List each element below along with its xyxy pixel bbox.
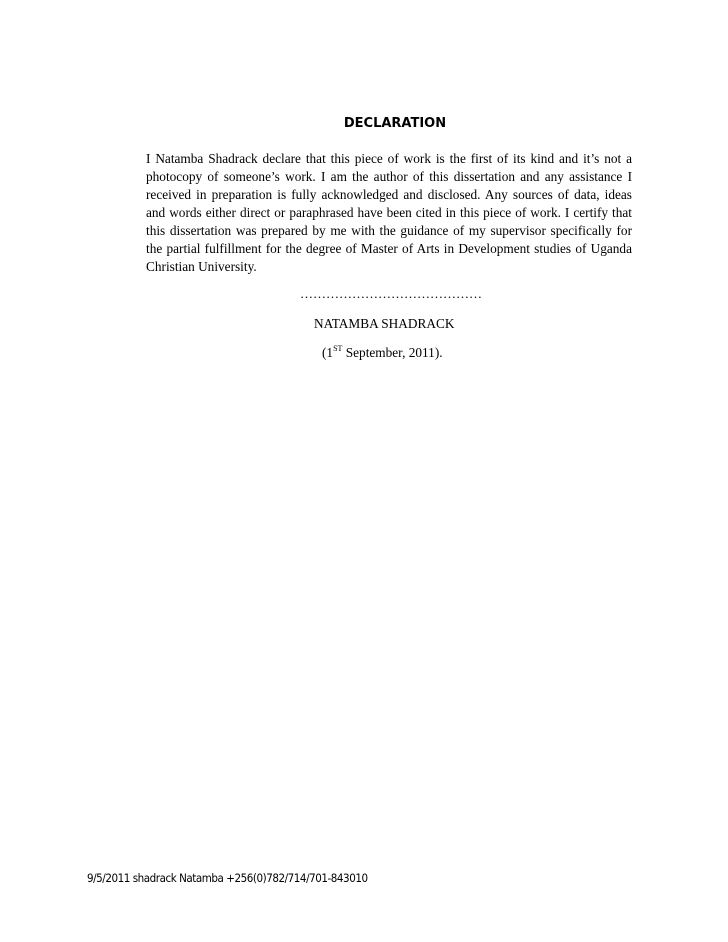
declaration-body: I Natamba Shadrack declare that this piece of work is the first of its kind and it’s not a photocopy of someone’s work. I am the author of this dissertation and any assistance I received in preparation is fully acknowledged and disclosed. Any sources of data, ideas and words either direct or paraphrased have been cited in this piece of work. I certify that this dissertation was prepared by me with the guidance of my supervisor specifically for the partial fulfillment for the degree of Master of Arts in Development studies of Uganda Christian University. <box>146 151 632 274</box>
declaration-heading <box>146 115 632 133</box>
page-footer: 9/5/2011 shadrack Natamba +256(0)782/714/701-843010 <box>87 871 368 885</box>
declaration-heading-text: DECLARATION <box>343 116 447 131</box>
date-prefix: (1 <box>322 345 334 360</box>
signatory-name: NATAMBA SHADRACK <box>314 316 455 331</box>
signature-line: …………………………………… <box>300 286 482 301</box>
date-superscript: ST <box>333 344 343 353</box>
date-suffix: September, 2011). <box>342 345 443 360</box>
declaration-date <box>322 344 443 362</box>
